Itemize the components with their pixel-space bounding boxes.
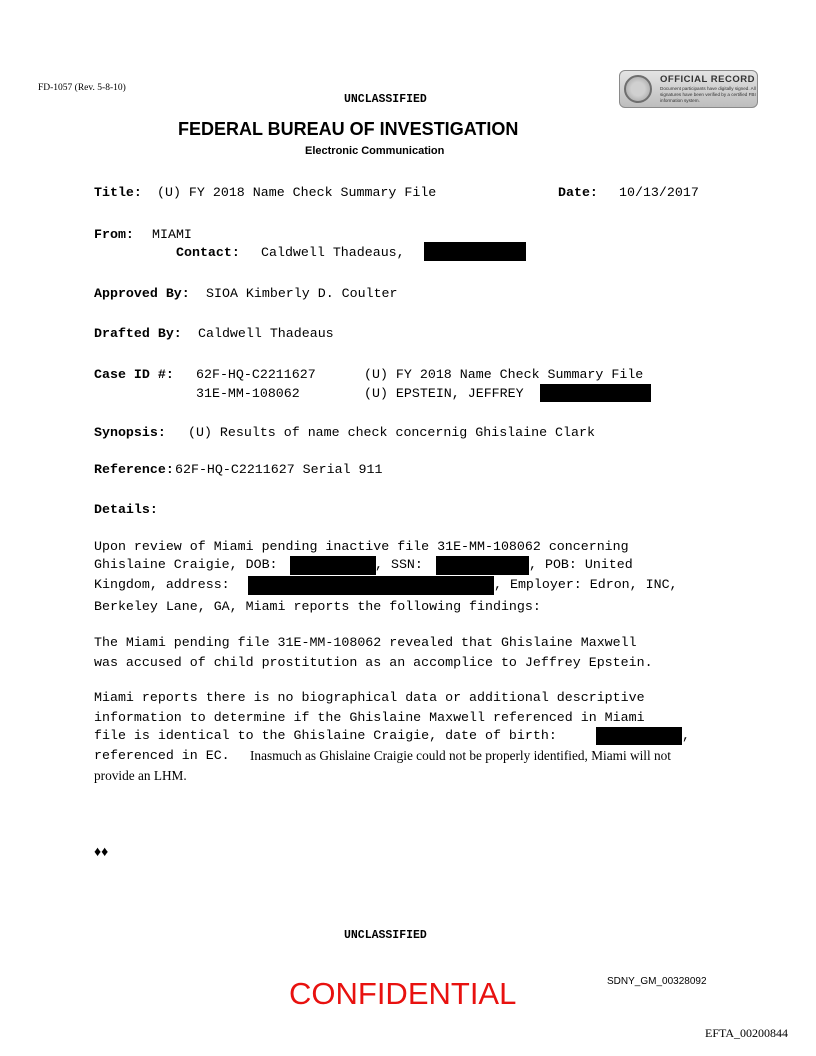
redaction-dob	[290, 556, 376, 575]
details-p3-line3a: file is identical to the Ghislaine Craigie, date of birth:	[94, 728, 557, 743]
details-p1-line2a: Ghislaine Craigie, DOB:	[94, 557, 278, 572]
details-p1-line3a: Kingdom, address:	[94, 577, 230, 592]
case-label: Case ID #:	[94, 367, 174, 382]
reference-value: 62F-HQ-C2211627 Serial 911	[175, 462, 383, 477]
details-p3-line3b: ,	[682, 728, 690, 743]
end-marker: ♦♦	[94, 845, 109, 860]
redaction-ssn	[436, 556, 529, 575]
approved-value: SIOA Kimberly D. Coulter	[206, 286, 398, 301]
reference-label: Reference:	[94, 462, 174, 477]
from-label: From:	[94, 227, 134, 242]
form-number: FD-1057 (Rev. 5-8-10)	[38, 83, 126, 93]
details-p1-line4: Berkeley Lane, GA, Miami reports the following findings:	[94, 599, 541, 614]
drafted-label: Drafted By:	[94, 326, 182, 341]
bates-number-sdny: SDNY_GM_00328092	[607, 976, 707, 987]
redaction-contact	[424, 242, 526, 261]
details-p3-line4a: referenced in EC.	[94, 748, 230, 763]
case-desc-1: (U) FY 2018 Name Check Summary File	[364, 367, 644, 382]
drafted-value: Caldwell Thadeaus	[198, 326, 334, 341]
details-p3-line5: provide an LHM.	[94, 768, 187, 783]
details-p3-line1: Miami reports there is no biographical data or additional descriptive	[94, 690, 645, 705]
bates-number-efta: EFTA_00200844	[705, 1026, 789, 1040]
details-p1-line3b: , Employer: Edron, INC,	[494, 577, 678, 592]
redaction-case	[540, 384, 651, 402]
details-p3-line4b: Inasmuch as Ghislaine Craigie could not be properly identified, Miami will not	[250, 748, 671, 763]
details-p3-line2: information to determine if the Ghislaine Maxwell referenced in Miami	[94, 710, 645, 725]
approved-label: Approved By:	[94, 286, 190, 301]
fbi-seal-icon	[624, 75, 652, 103]
synopsis-label: Synopsis:	[94, 425, 166, 440]
stamp-text: Document participants have digitally signed. All signatures have been verified by a certified FBI information system.	[660, 86, 756, 103]
case-id-1: 62F-HQ-C2211627	[196, 367, 316, 382]
details-p1-line2c: , POB: United	[529, 557, 633, 572]
agency-title: FEDERAL BUREAU OF INVESTIGATION	[178, 119, 519, 139]
case-desc-2: (U) EPSTEIN, JEFFREY	[364, 386, 524, 401]
details-p1-line2b: , SSN:	[375, 557, 423, 572]
synopsis-value: (U) Results of name check concernig Ghislaine Clark	[188, 425, 595, 440]
contact-label: Contact:	[176, 245, 240, 260]
date-value: 10/13/2017	[619, 185, 699, 200]
footer-classification: UNCLASSIFIED	[344, 929, 427, 942]
header-classification: UNCLASSIFIED	[344, 93, 427, 106]
confidential-label: CONFIDENTIAL	[289, 976, 517, 1011]
details-p2-line1: The Miami pending file 31E-MM-108062 revealed that Ghislaine Maxwell	[94, 635, 637, 650]
from-value: MIAMI	[152, 227, 192, 242]
details-p1-line1: Upon review of Miami pending inactive file 31E-MM-108062 concerning	[94, 539, 629, 554]
title-value: (U) FY 2018 Name Check Summary File	[157, 185, 437, 200]
date-label: Date:	[558, 185, 598, 200]
stamp-title: OFFICIAL RECORD	[660, 74, 755, 85]
official-record-stamp	[619, 70, 758, 108]
case-id-2: 31E-MM-108062	[196, 386, 300, 401]
title-label: Title:	[94, 185, 142, 200]
details-p2-line2: was accused of child prostitution as an accomplice to Jeffrey Epstein.	[94, 655, 653, 670]
redaction-address	[248, 576, 494, 595]
redaction-birthdate	[596, 727, 682, 745]
details-label: Details:	[94, 502, 158, 517]
contact-value: Caldwell Thadeaus,	[261, 245, 405, 260]
doc-type: Electronic Communication	[305, 145, 445, 157]
